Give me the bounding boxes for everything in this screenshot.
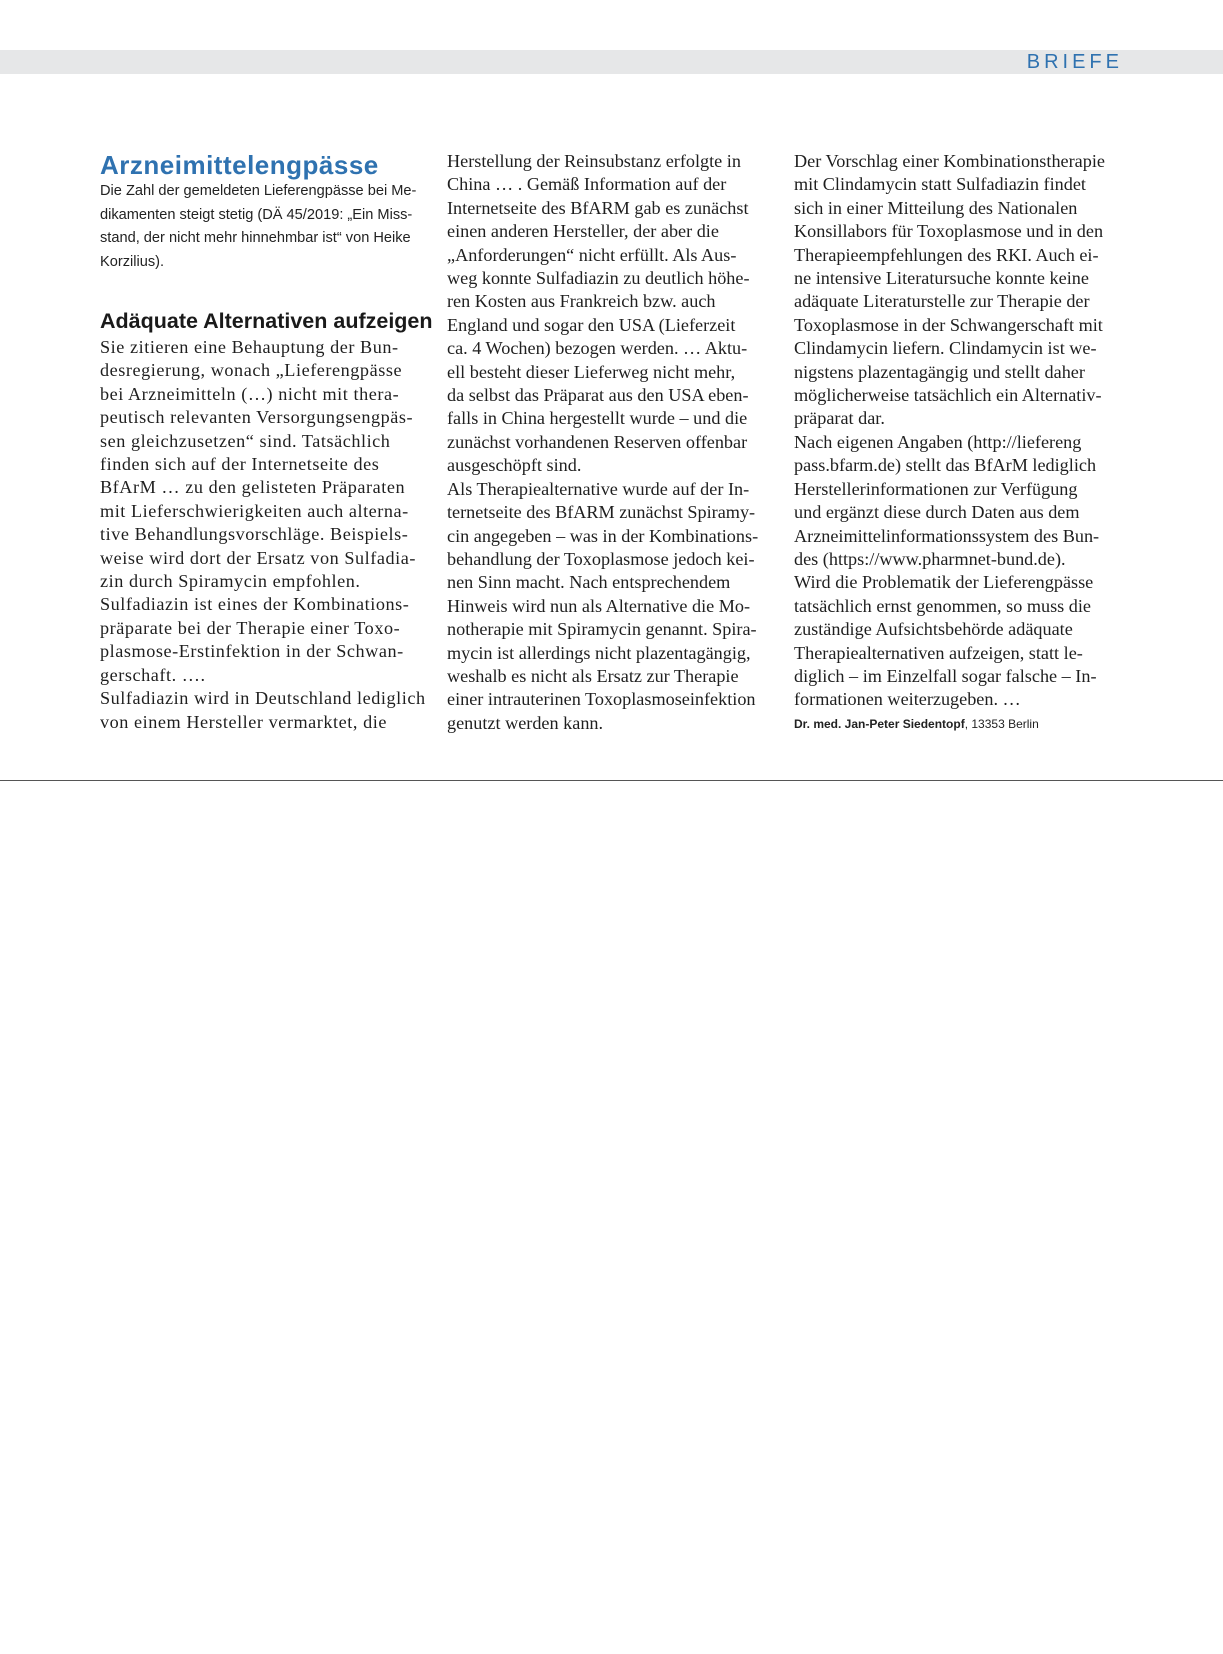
signature-author: Dr. med. Jan-Peter Siedentopf: [794, 716, 965, 731]
text-line: Herstellung der Reinsubstanz erfolgte in: [447, 151, 741, 171]
text-line: Internetseite des BfARM gab es zunächst: [447, 197, 749, 218]
text-line: weise wird dort der Ersatz von Sulfadia-: [100, 547, 416, 568]
text-line: gerschaft. ….: [100, 664, 206, 685]
text-line: nigstens plazentagängig und stellt daher: [794, 361, 1085, 382]
text-line: China … . Gemäß Information auf der: [447, 174, 727, 195]
text-line: diglich – im Einzelfall sogar falsche – In-: [794, 665, 1097, 686]
text-line: Nach eigenen Angaben (http://liefereng: [794, 431, 1082, 452]
text-line: einen anderen Hersteller, der aber die: [447, 221, 719, 242]
text-line: einer intrauterinen Toxoplasmoseinfektion: [447, 689, 756, 710]
text-line: Wird die Problematik der Lieferengpässe: [794, 572, 1094, 593]
text-line: zuständige Aufsichtsbehörde adäquate: [794, 619, 1073, 640]
column-3-text: [794, 150, 1128, 712]
text-line: Sulfadiazin ist eines der Kombinations-: [100, 594, 410, 615]
text-line: mycin ist allerdings nicht plazentagängig,: [447, 642, 751, 663]
bottom-divider: [0, 780, 1223, 781]
text-line: Herstellerinformationen zur Verfügung: [794, 478, 1078, 499]
text-line: ca. 4 Wochen) bezogen werden. … Aktu-: [447, 338, 748, 359]
text-line: Hinweis wird nun als Alternative die Mo-: [447, 595, 751, 616]
text-line: tatsächlich ernst genommen, so muss die: [794, 595, 1092, 616]
column-1-text: [100, 336, 433, 734]
text-line: plasmose-Erstinfektion in der Schwan-: [100, 641, 404, 662]
text-line: ternetseite des BfARM zunächst Spiramy-: [447, 502, 756, 523]
text-line: präparat dar.: [794, 408, 885, 429]
text-line: da selbst das Präparat aus den USA eben-: [447, 385, 749, 406]
teaser-line: stand, der nicht mehr hinnehmbar ist“ von Heike: [100, 230, 411, 246]
text-line: behandlung der Toxoplasmose jedoch kei-: [447, 548, 755, 569]
text-line: formationen weiterzugeben. …: [794, 689, 1021, 710]
text-line: finden sich auf der Internetseite des: [100, 454, 380, 475]
text-line: pass.bfarm.de) stellt das BfArM lediglich: [794, 455, 1097, 476]
text-line: Der Vorschlag einer Kombinationstherapie: [794, 151, 1105, 171]
text-line: Arzneimittelinformationssystem des Bun-: [794, 525, 1100, 546]
text-line: nen Sinn macht. Nach entsprechendem: [447, 572, 731, 593]
text-line: Toxoplasmose in der Schwangerschaft mit: [794, 314, 1103, 335]
text-line: ren Kosten aus Frankreich bzw. auch: [447, 291, 716, 312]
text-line: England und sogar den USA (Lieferzeit: [447, 314, 736, 335]
text-line: BfArM … zu den gelisteten Präparaten: [100, 477, 406, 498]
text-line: Sulfadiazin wird in Deutschland lediglich: [100, 688, 426, 709]
text-line: des (https://www.pharmnet-bund.de).: [794, 548, 1066, 569]
text-line: Konsillabors für Toxoplasmose und in den: [794, 221, 1104, 242]
text-line: zin durch Spiramycin empfohlen.: [100, 571, 361, 592]
letter-subheading: Adäquate Alternativen aufzeigen: [100, 309, 433, 333]
text-line: mit Lieferschwierigkeiten auch alterna-: [100, 500, 409, 521]
teaser-line: dikamenten steigt stetig (DÄ 45/2019: „Ein Miss-: [100, 206, 413, 223]
text-line: von einem Hersteller vermarktet, die: [100, 711, 387, 732]
text-line: Therapiealternativen aufzeigen, statt le-: [794, 642, 1083, 663]
text-line: desregierung, wonach „Lieferengpässe: [100, 360, 403, 381]
text-line: sich in einer Mitteilung des Nationalen: [794, 197, 1078, 218]
text-line: weshalb es nicht als Ersatz zur Therapie: [447, 665, 739, 686]
text-line: mit Clindamycin statt Sulfadiazin findet: [794, 174, 1086, 195]
text-line: bei Arzneimitteln (…) nicht mit thera-: [100, 383, 400, 404]
text-line: „Anforderungen“ nicht erfüllt. Als Aus-: [447, 244, 737, 265]
column-2-text: [447, 150, 775, 735]
text-line: tive Behandlungsvorschläge. Beispiels-: [100, 524, 409, 545]
signature-location: , 13353 Berlin: [964, 716, 1039, 731]
text-line: ausgeschöpft sind.: [447, 455, 582, 476]
teaser-line: Die Zahl der gemeldeten Lieferengpässe bei Me-: [100, 183, 417, 199]
text-line: präparate bei der Therapie einer Toxo-: [100, 617, 401, 638]
article-title: Arzneimittelengpässe: [100, 150, 379, 180]
section-header-bar: [0, 50, 1223, 74]
text-line: cin angegeben – was in der Kombinations-: [447, 525, 759, 546]
text-line: weg konnte Sulfadiazin zu deutlich höhe-: [447, 268, 750, 289]
text-line: ne intensive Literatursuche konnte keine: [794, 268, 1089, 289]
text-line: zunächst vorhandenen Reserven offenbar: [447, 431, 748, 452]
text-line: notherapie mit Spiramycin genannt. Spira-: [447, 619, 757, 640]
text-line: Therapieempfehlungen des RKI. Auch ei-: [794, 244, 1099, 265]
teaser-line: Korzilius).: [100, 253, 165, 270]
text-line: Als Therapiealternative wurde auf der In-: [447, 478, 750, 499]
column-3: [794, 150, 1128, 735]
article-teaser: [100, 180, 433, 274]
text-line: falls in China hergestellt wurde – und die: [447, 408, 748, 429]
column-1: [100, 150, 433, 734]
text-line: Clindamycin liefern. Clindamycin ist we-: [794, 338, 1097, 359]
letter-signature: [794, 713, 1128, 735]
text-line: peutisch relevanten Versorgungsengpäs-: [100, 407, 414, 428]
text-line: sen gleichzusetzen“ sind. Tatsächlich: [100, 430, 391, 451]
section-label: BRIEFE: [1026, 51, 1123, 73]
text-line: möglicherweise tatsächlich ein Alternativ-: [794, 385, 1102, 406]
text-line: genutzt werden kann.: [447, 712, 604, 733]
text-line: adäquate Literaturstelle zur Therapie der: [794, 291, 1090, 312]
text-line: ell besteht dieser Lieferweg nicht mehr,: [447, 361, 736, 382]
text-line: und ergänzt diese durch Daten aus dem: [794, 502, 1080, 523]
text-line: Sie zitieren eine Behauptung der Bun-: [100, 337, 399, 357]
column-2: [447, 150, 775, 735]
